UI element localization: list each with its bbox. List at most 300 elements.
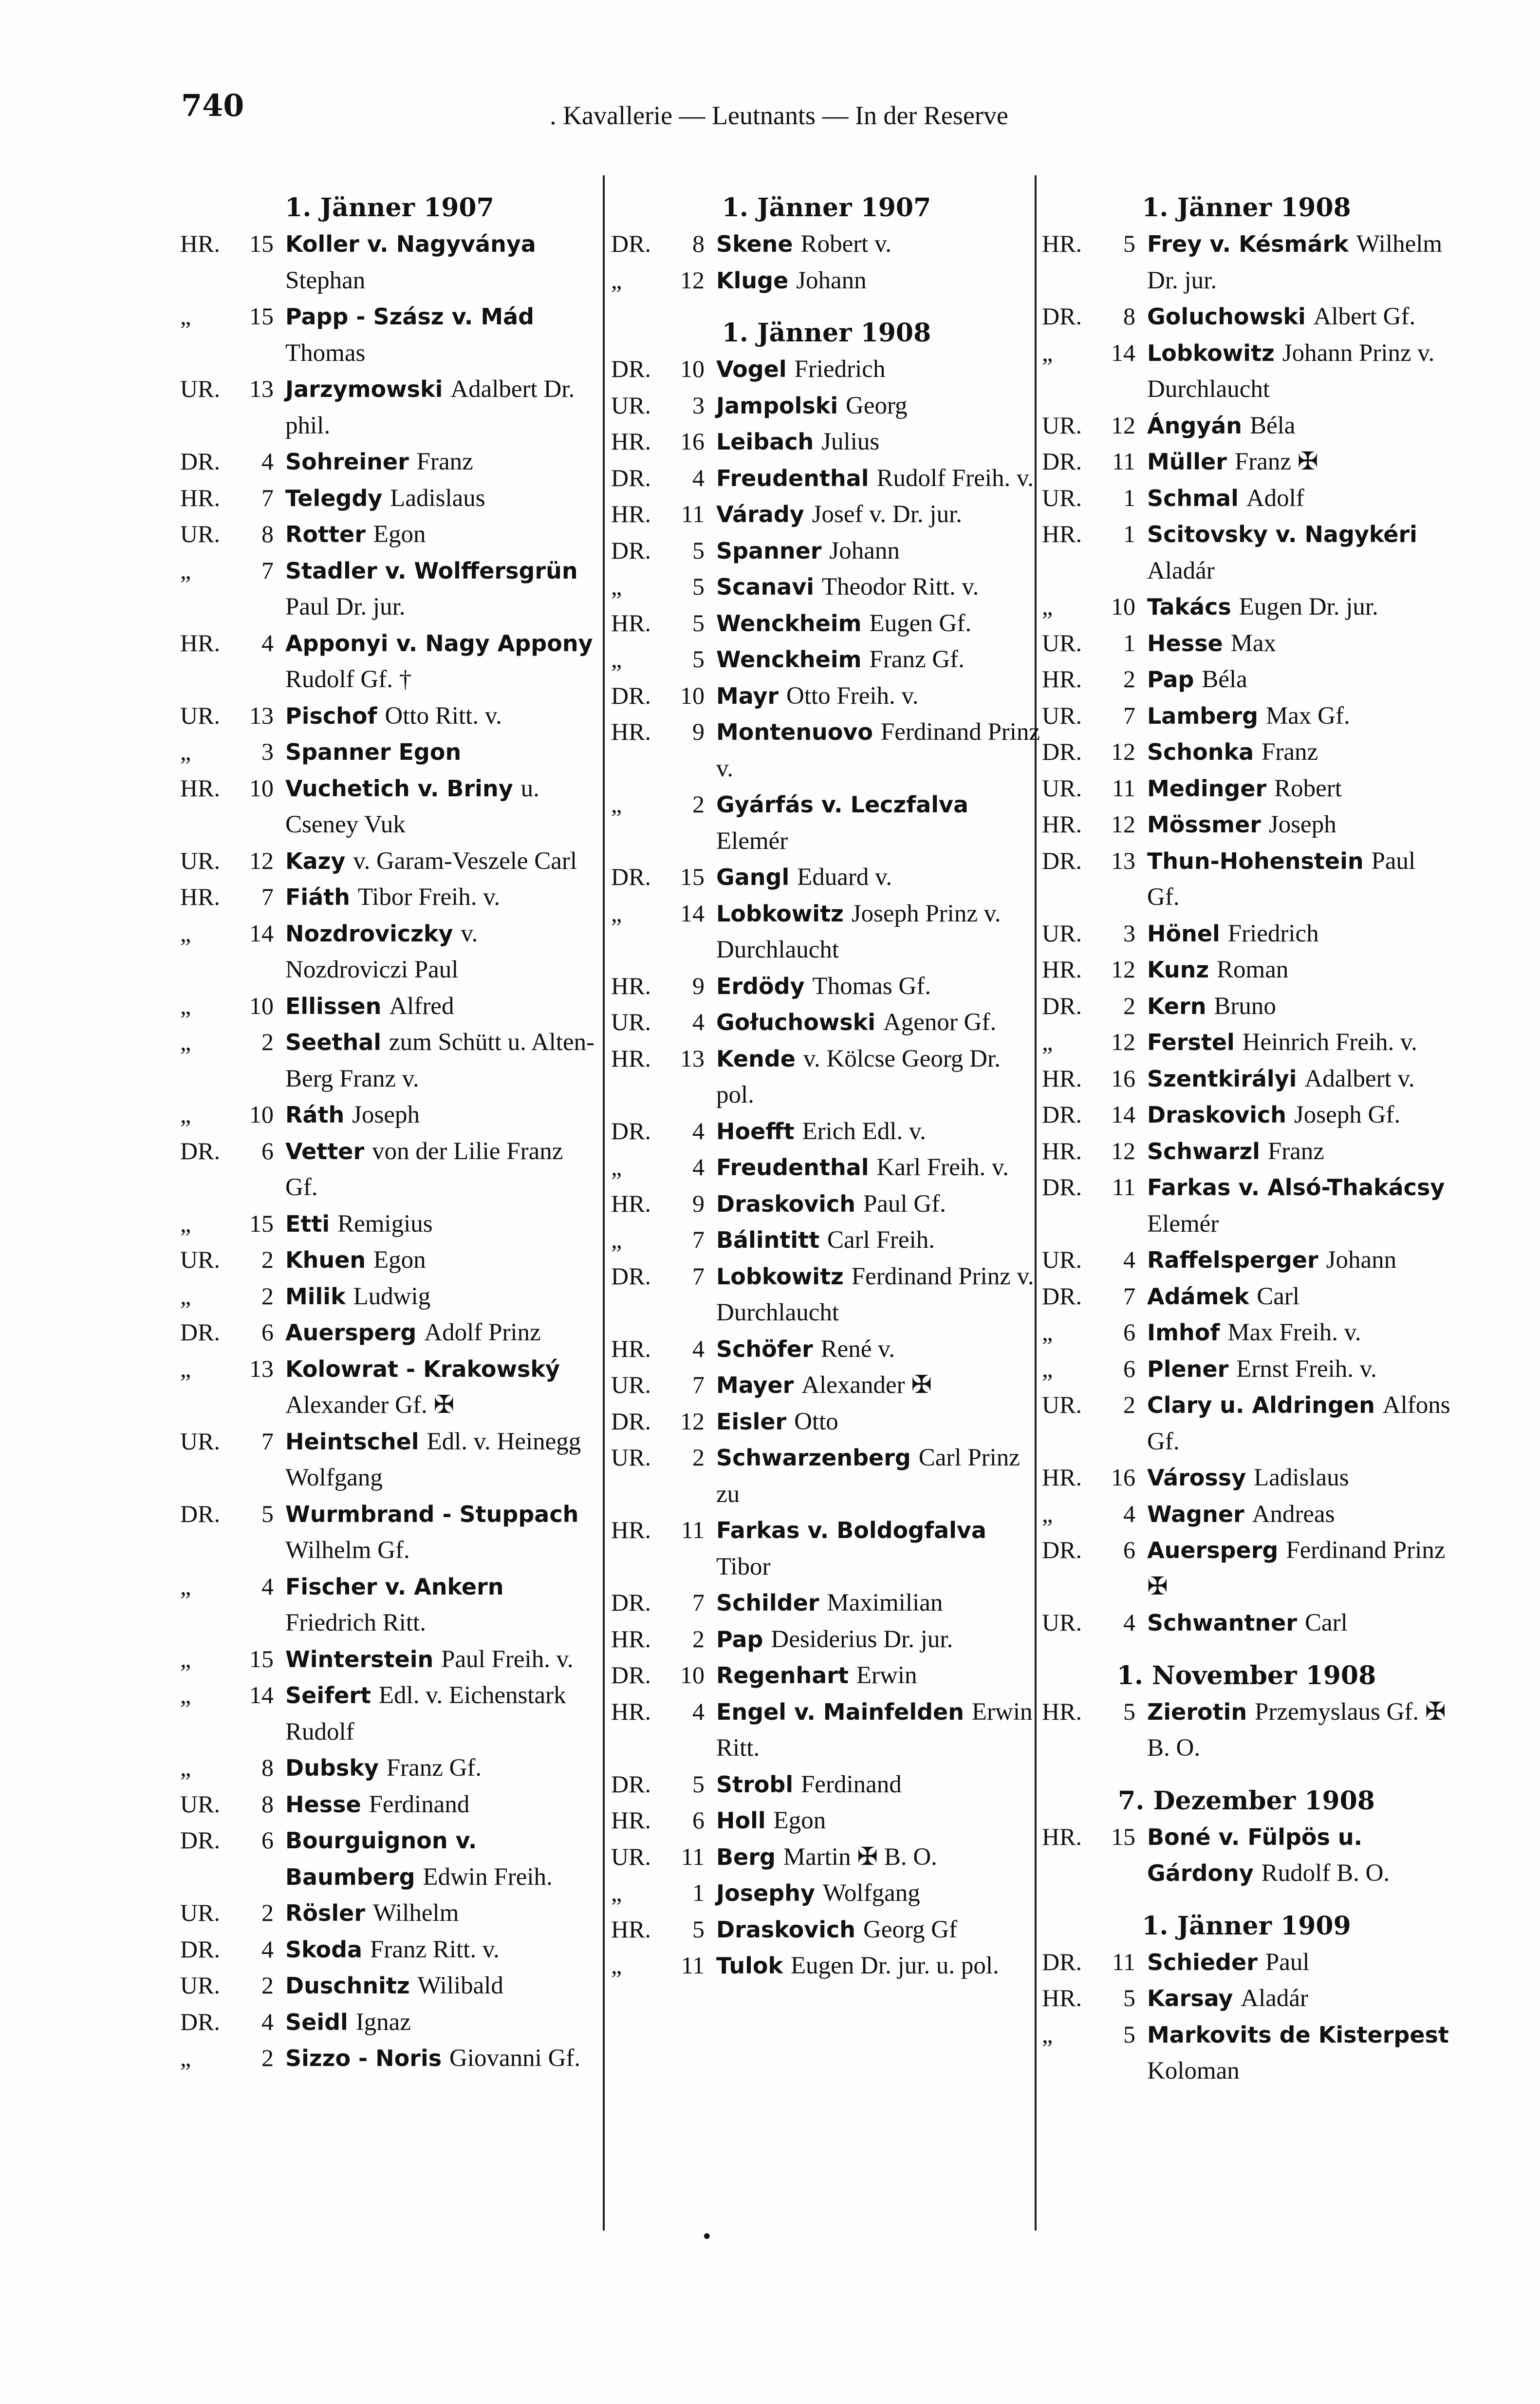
regiment-type: UR.	[1042, 774, 1082, 802]
officer-name	[716, 1222, 1042, 1258]
rank-day: 1	[1123, 520, 1135, 547]
regiment-type: UR.	[180, 846, 220, 874]
regiment-type: „	[611, 1153, 622, 1181]
rank-day: 14	[249, 1681, 274, 1709]
rank-day: 5	[1123, 2020, 1135, 2048]
given-name: Adalbert Dr. phil.	[285, 376, 575, 439]
surname: Schwarzl	[1147, 1138, 1260, 1164]
given-name: Theodor Ritt. v.	[821, 573, 979, 601]
officer-entry	[1042, 1460, 1451, 1496]
surname: Rotter	[285, 521, 366, 547]
given-name: Joseph Prinz v. Durchlaucht	[716, 900, 1001, 963]
given-name: v. Nozdroviczi Paul	[285, 920, 478, 983]
surname: Engel v. Mainfelden	[716, 1698, 964, 1725]
rank-day: 8	[261, 1790, 274, 1818]
given-name: Otto Freih. v.	[786, 682, 919, 710]
officer-entry	[1042, 2017, 1451, 2089]
officer-entry	[611, 641, 1042, 678]
officer-name	[1147, 698, 1451, 734]
officer-entry	[1042, 299, 1451, 335]
given-name: Paul Dr. jur.	[285, 593, 406, 620]
regiment-type: „	[1042, 593, 1053, 620]
regiment-type: HR.	[611, 609, 651, 637]
officer-entry	[1042, 1532, 1451, 1605]
rank-day: 2	[261, 2044, 274, 2071]
officer-name	[716, 1512, 1042, 1585]
officer-name	[285, 226, 599, 299]
section-date-heading: 1. Jänner 1908	[722, 318, 931, 348]
officer-entry	[1042, 516, 1451, 589]
officer-name	[1147, 770, 1451, 807]
regiment-type: DR.	[180, 1318, 220, 1346]
surname: Ferstel	[1147, 1029, 1235, 1055]
given-name: Martin ✠ B. O.	[783, 1843, 937, 1871]
regiment-type: DR.	[1042, 1948, 1082, 1975]
given-name: Karl Freih. v.	[876, 1154, 1009, 1181]
given-name: Ladislaus	[1254, 1464, 1349, 1491]
officer-name	[285, 698, 599, 734]
rank-day: 8	[1123, 302, 1135, 330]
regiment-type: UR.	[180, 1972, 220, 1999]
officer-name	[716, 1839, 1042, 1876]
rank-day: 9	[692, 972, 705, 999]
officer-entry	[611, 1258, 1042, 1331]
officer-entry	[180, 770, 599, 843]
surname: Scitovsky v. Nagykéri	[1147, 521, 1417, 547]
surname: Wurmbrand - Stuppach	[285, 1501, 579, 1527]
given-name: Eugen Dr. jur. u. pol.	[790, 1952, 999, 1979]
officer-name	[1147, 1605, 1451, 1641]
rank-day: 2	[261, 1282, 274, 1310]
officer-entry	[611, 1657, 1042, 1694]
officer-entry	[611, 1912, 1042, 1948]
surname: Wagner	[1147, 1501, 1244, 1527]
given-name: Egon	[373, 1246, 426, 1274]
surname: Seethal	[285, 1029, 382, 1055]
section-date-heading: 1. Jänner 1908	[1142, 193, 1351, 223]
officer-name	[285, 1206, 599, 1242]
given-name: Béla	[1249, 412, 1296, 439]
officer-name	[285, 1424, 599, 1496]
column-3	[1042, 190, 1451, 2099]
regiment-type: „	[180, 302, 191, 330]
given-name: Johann	[1326, 1246, 1397, 1274]
rank-day: 7	[692, 1226, 705, 1253]
rank-day: 9	[692, 718, 705, 745]
regiment-type: HR.	[611, 1697, 651, 1725]
officer-entry	[1042, 1242, 1451, 1278]
regiment-type: „	[180, 556, 191, 584]
officer-name	[285, 1496, 599, 1569]
officer-name	[1147, 916, 1451, 952]
given-name: Ferdinand Prinz ✠	[1147, 1537, 1446, 1600]
officer-entry	[611, 1222, 1042, 1258]
surname: Schwarzenberg	[716, 1445, 911, 1471]
rank-day: 7	[692, 1371, 705, 1398]
regiment-type: HR.	[611, 972, 651, 999]
section-date-heading: 1. Jänner 1907	[285, 193, 494, 223]
surname: Lobkowitz	[1147, 339, 1275, 366]
rank-day: 10	[249, 774, 274, 802]
surname: Vuchetich v. Briny	[285, 775, 513, 802]
regiment-type: „	[1042, 1500, 1053, 1527]
regiment-type: HR.	[180, 230, 220, 257]
regiment-type: UR.	[611, 1008, 651, 1035]
officer-name	[285, 879, 599, 916]
officer-name	[716, 460, 1042, 497]
officer-name	[285, 299, 599, 371]
officer-entry	[1042, 335, 1451, 408]
regiment-type: HR.	[611, 500, 651, 527]
given-name: Robert	[1274, 774, 1342, 802]
surname: Sizzo - Noris	[285, 2045, 442, 2071]
given-name: Adolf	[1246, 484, 1304, 512]
officer-name	[1147, 661, 1451, 698]
rank-day: 2	[692, 1444, 705, 1471]
rank-day: 6	[261, 1318, 274, 1346]
given-name: Johann Prinz v. Durchlaucht	[1147, 339, 1435, 403]
surname: Schmal	[1147, 485, 1239, 511]
given-name: Eduard v.	[797, 864, 892, 891]
rank-day: 11	[1112, 1173, 1135, 1201]
surname: Hesse	[1147, 630, 1223, 657]
officer-name	[1147, 480, 1451, 517]
officer-name	[1147, 1169, 1451, 1242]
rank-day: 7	[1123, 701, 1135, 729]
officer-entry	[1042, 1819, 1451, 1892]
officer-entry	[180, 444, 599, 480]
officer-name	[716, 226, 1042, 263]
rank-day: 4	[1123, 1609, 1135, 1636]
regiment-type: „	[611, 899, 622, 927]
rank-day: 5	[1123, 230, 1135, 257]
officer-name	[285, 1677, 599, 1750]
rank-day: 5	[1123, 1697, 1135, 1725]
officer-entry	[611, 1948, 1042, 1984]
regiment-type: „	[611, 645, 622, 673]
given-name: Albert Gf.	[1313, 303, 1416, 330]
officer-entry	[180, 226, 599, 299]
surname: Frey v. Késmárk	[1147, 231, 1349, 257]
regiment-type: HR.	[1042, 665, 1082, 693]
surname: Draskovich	[1147, 1102, 1287, 1128]
rank-day: 8	[692, 230, 705, 257]
rank-day: 12	[249, 846, 274, 874]
surname: Auersperg	[1147, 1537, 1279, 1563]
officer-name	[285, 1315, 599, 1351]
officer-name	[1147, 1460, 1451, 1496]
officer-name	[285, 1968, 599, 2004]
officer-entry	[180, 2040, 599, 2077]
regiment-type: „	[180, 919, 191, 947]
officer-name	[285, 2004, 599, 2041]
officer-name	[1147, 444, 1451, 480]
rank-day: 12	[1111, 411, 1135, 439]
officer-name	[716, 569, 1042, 605]
regiment-type: „	[180, 1209, 191, 1237]
given-name: Roman	[1217, 956, 1289, 983]
officer-entry	[611, 1149, 1042, 1186]
regiment-type: DR.	[611, 1262, 651, 1290]
officer-entry	[611, 424, 1042, 460]
officer-entry	[611, 896, 1042, 968]
officer-entry	[611, 263, 1042, 299]
regiment-type: DR.	[611, 1407, 651, 1435]
date-section	[611, 190, 1042, 299]
rank-day: 12	[680, 266, 705, 294]
officer-name	[716, 1766, 1042, 1803]
regiment-type: „	[1042, 1028, 1053, 1055]
officer-entry	[611, 1331, 1042, 1368]
surname: Spanner	[716, 537, 822, 564]
officer-entry	[611, 569, 1042, 605]
officer-entry	[1042, 1605, 1451, 1641]
regiment-type: DR.	[180, 448, 220, 475]
officer-entry	[1042, 1387, 1451, 1460]
surname: Vogel	[716, 356, 787, 382]
rank-day: 13	[1111, 846, 1135, 874]
given-name: Max Gf.	[1265, 702, 1350, 730]
officer-name	[285, 1133, 599, 1206]
surname: Schilder	[716, 1590, 819, 1616]
given-name: Otto Ritt. v.	[385, 702, 502, 730]
rank-day: 4	[692, 1697, 705, 1725]
surname: Kern	[1147, 993, 1206, 1019]
given-name: Tibor	[716, 1553, 771, 1580]
surname: Leibach	[716, 429, 814, 455]
regiment-type: HR.	[611, 1516, 651, 1543]
surname: Papp - Szász v. Mád	[285, 303, 535, 330]
regiment-type: HR.	[1042, 1822, 1082, 1850]
officer-entry	[1042, 916, 1451, 952]
rank-day: 14	[1111, 338, 1135, 366]
regiment-type: UR.	[180, 1427, 220, 1455]
officer-entry	[1042, 1278, 1451, 1315]
surname: Eisler	[716, 1408, 787, 1435]
rank-day: 2	[261, 1246, 274, 1273]
officer-name	[716, 533, 1042, 569]
surname: Hesse	[285, 1791, 361, 1818]
officer-name	[716, 1657, 1042, 1694]
officer-name	[716, 1803, 1042, 1839]
regiment-type: „	[1042, 338, 1053, 366]
officer-name	[285, 1569, 599, 1641]
officer-name	[716, 1041, 1042, 1113]
officer-name	[716, 787, 1042, 859]
regiment-type: „	[180, 1101, 191, 1128]
officer-name	[716, 1258, 1042, 1331]
given-name: Friedrich	[794, 356, 886, 383]
regiment-type: HR.	[1042, 810, 1082, 838]
officer-entry	[180, 1351, 599, 1424]
rank-day: 1	[1123, 484, 1135, 511]
given-name: Aladár	[1241, 1985, 1309, 2012]
section-date-heading: 1. November 1908	[1116, 1660, 1376, 1690]
rank-day: 3	[261, 738, 274, 765]
surname: Lobkowitz	[716, 1263, 844, 1290]
regiment-type: DR.	[1042, 1173, 1082, 1201]
surname: Müller	[1147, 449, 1227, 475]
surname: Zierotin	[1147, 1698, 1247, 1725]
officer-entry	[1042, 1169, 1451, 1242]
regiment-type: HR.	[1042, 1464, 1082, 1491]
regiment-type: HR.	[1042, 520, 1082, 547]
given-name: von der Lilie Franz Gf.	[285, 1137, 563, 1201]
officer-entry	[611, 714, 1042, 787]
officer-entry	[611, 1585, 1042, 1621]
regiment-type: HR.	[611, 1625, 651, 1653]
officer-entry	[180, 879, 599, 916]
officer-name	[716, 1331, 1042, 1368]
officer-entry	[180, 843, 599, 880]
officer-entry	[180, 734, 599, 770]
surname: Khuen	[285, 1247, 366, 1273]
rank-day: 7	[261, 556, 274, 584]
officer-name	[716, 896, 1042, 968]
rank-day: 6	[261, 1826, 274, 1854]
surname: Thun-Hohenstein	[1147, 847, 1364, 874]
regiment-type: HR.	[180, 883, 220, 910]
rank-day: 15	[680, 863, 705, 890]
regiment-type: HR.	[1042, 956, 1082, 983]
surname: Strobl	[716, 1771, 794, 1798]
surname: Auersperg	[285, 1319, 417, 1346]
surname: Gołuchowski	[716, 1009, 876, 1035]
officer-name	[1147, 1694, 1451, 1766]
rank-day: 2	[1123, 1391, 1135, 1418]
regiment-type: HR.	[1042, 1064, 1082, 1092]
officer-name	[1147, 734, 1451, 770]
surname: Wenckheim	[716, 646, 862, 673]
given-name: Otto	[794, 1408, 838, 1435]
officer-name	[285, 1822, 599, 1895]
officer-entry	[611, 1512, 1042, 1585]
surname: Farkas v. Alsó-Thakácsy	[1147, 1174, 1445, 1201]
regiment-type: UR.	[611, 391, 651, 419]
given-name: Alexander ✠	[801, 1371, 932, 1399]
rank-day: 4	[692, 1008, 705, 1035]
surname: Kazy	[285, 847, 346, 874]
given-name: Edl. v. Eichenstark Rudolf	[285, 1682, 566, 1746]
officer-entry	[180, 480, 599, 517]
surname: Fiáth	[285, 884, 350, 910]
officer-entry	[1042, 1133, 1451, 1170]
officer-entry	[611, 496, 1042, 533]
page-header	[0, 88, 1540, 141]
regiment-type: „	[1042, 1354, 1053, 1382]
surname: Koller v. Nagyványa	[285, 231, 536, 257]
officer-entry	[1042, 843, 1451, 916]
bottom-mark: •	[701, 2226, 713, 2248]
given-name: Wilhelm Gf.	[285, 1537, 410, 1564]
given-name: Carl Freih.	[827, 1226, 935, 1254]
given-name: Alfred	[389, 992, 454, 1020]
officer-entry	[180, 1641, 599, 1678]
surname: Montenuovo	[716, 719, 873, 745]
rank-day: 4	[692, 1153, 705, 1181]
given-name: Edwin Freih.	[423, 1863, 553, 1891]
regiment-type: DR.	[611, 464, 651, 491]
officer-name	[285, 553, 599, 625]
officer-name	[285, 625, 599, 698]
officer-name	[716, 351, 1042, 388]
given-name: Eugen Gf.	[869, 609, 972, 637]
officer-name	[285, 1097, 599, 1133]
rank-day: 5	[692, 645, 705, 673]
officer-entry	[611, 968, 1042, 1005]
given-name: Joseph	[1268, 811, 1336, 838]
rank-day: 13	[249, 701, 274, 729]
given-name: Max	[1230, 629, 1277, 657]
officer-entry	[1042, 1061, 1451, 1097]
officer-name	[1147, 589, 1451, 625]
surname: Tulok	[716, 1953, 783, 1979]
regiment-type: „	[180, 1028, 191, 1055]
officer-name	[285, 1895, 599, 1932]
officer-name	[716, 1149, 1042, 1186]
surname: Plener	[1147, 1355, 1229, 1382]
given-name: Franz	[1262, 738, 1318, 766]
rank-day: 5	[261, 1500, 274, 1527]
officer-name	[1147, 1351, 1451, 1388]
regiment-type: DR.	[611, 355, 651, 382]
officer-entry	[180, 625, 599, 698]
officer-name	[1147, 988, 1451, 1025]
surname: Karsay	[1147, 1985, 1233, 2011]
rank-day: 10	[1111, 593, 1135, 620]
given-name: Rudolf B. O.	[1261, 1859, 1390, 1887]
officer-entry	[611, 460, 1042, 497]
surname: Pap	[716, 1626, 763, 1653]
officer-entry	[1042, 444, 1451, 480]
regiment-type: UR.	[180, 1899, 220, 1926]
officer-entry	[180, 1133, 599, 1206]
section-date-heading: 7. Dezember 1908	[1118, 1785, 1375, 1816]
surname: Skoda	[285, 1936, 363, 1963]
rank-day: 5	[692, 1770, 705, 1798]
rank-day: 8	[261, 1754, 274, 1781]
surname: Schwantner	[1147, 1610, 1298, 1636]
regiment-type: „	[611, 573, 622, 600]
officer-name	[285, 1278, 599, 1315]
rank-day: 2	[692, 1625, 705, 1653]
surname: Schonka	[1147, 739, 1254, 765]
regiment-type: UR.	[1042, 1246, 1082, 1273]
officer-name	[716, 1621, 1042, 1658]
surname: Lobkowitz	[716, 900, 844, 927]
given-name: v. Garam-Veszele Carl	[353, 847, 577, 875]
surname: Kende	[716, 1045, 796, 1072]
surname: Lamberg	[1147, 702, 1259, 729]
officer-entry	[180, 1315, 599, 1351]
surname: Jampolski	[716, 392, 838, 419]
date-section	[1042, 1908, 1451, 2089]
officer-name	[285, 516, 599, 553]
rank-day: 4	[261, 1572, 274, 1600]
surname: Pap	[1147, 666, 1194, 693]
officer-name	[1147, 1133, 1451, 1170]
rank-day: 10	[680, 1661, 705, 1689]
regiment-type: UR.	[180, 1790, 220, 1818]
officer-entry	[1042, 698, 1451, 734]
surname: Imhof	[1147, 1319, 1220, 1346]
rank-day: 8	[261, 520, 274, 547]
rank-day: 12	[680, 1407, 705, 1435]
regiment-type: DR.	[1042, 846, 1082, 874]
officer-name	[716, 859, 1042, 896]
officer-entry	[611, 1004, 1042, 1041]
officer-name	[1147, 299, 1451, 335]
